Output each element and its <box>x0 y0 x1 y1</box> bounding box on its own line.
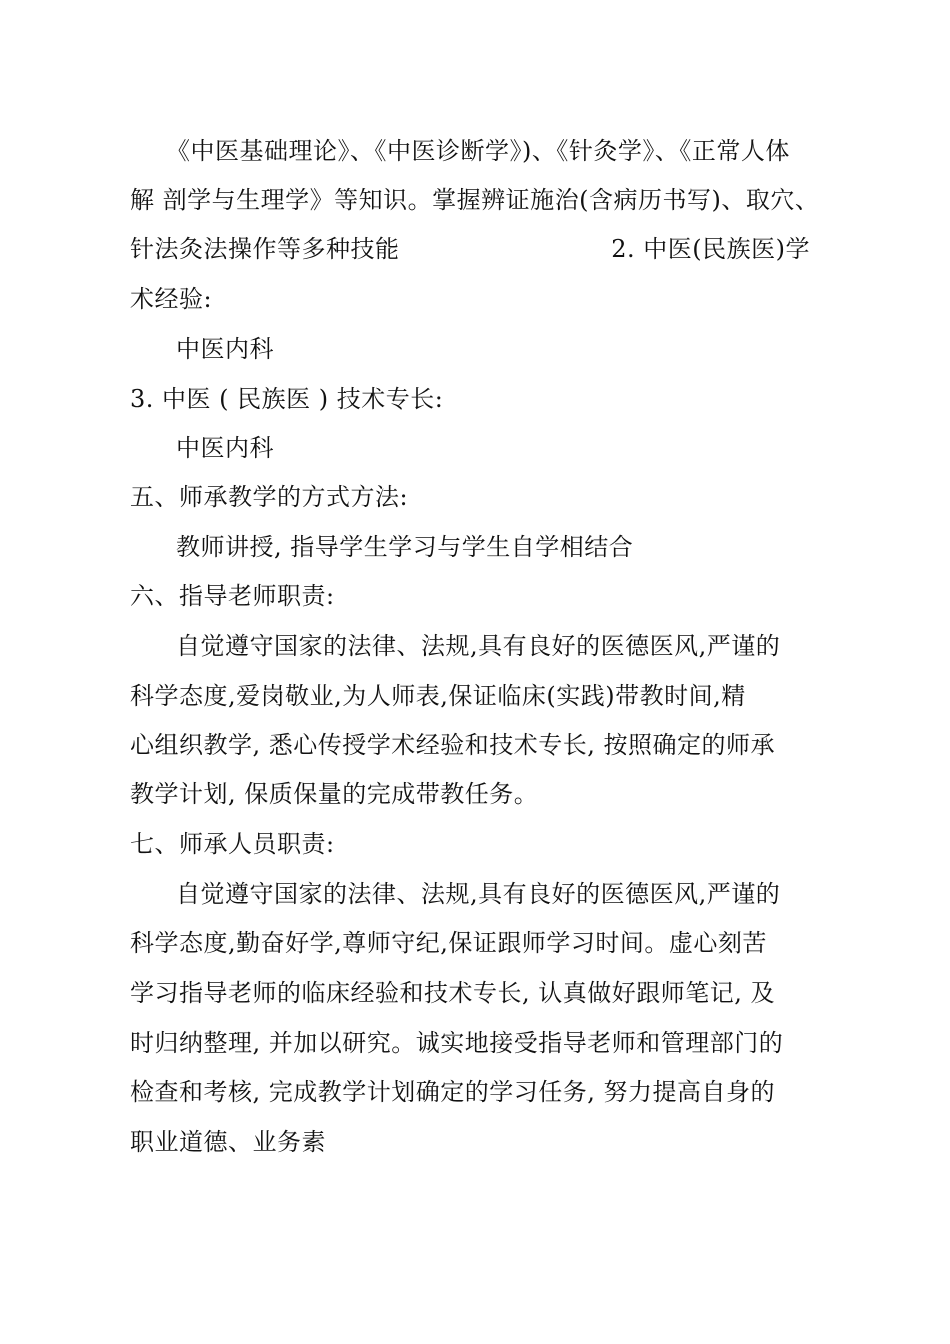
paragraph-line: 职业道德、业务素 <box>130 1128 326 1156</box>
section-heading-inline: 2. 中医(民族医)学 <box>611 235 810 263</box>
paragraph-line: 教学计划, 保质保量的完成带教任务。 <box>130 780 539 808</box>
paragraph-line: 科学态度,勤奋好学,尊师守纪,保证跟师学习时间。虚心刻苦 <box>130 929 767 957</box>
paragraph-line: 术经验: <box>130 285 213 313</box>
paragraph-line: 时归纳整理, 并加以研究。诚实地接受指导老师和管理部门的 <box>130 1029 784 1057</box>
paragraph-line: 心组织教学, 悉心传授学术经验和技术专长, 按照确定的师承 <box>130 731 776 759</box>
paragraph-line: 中医内科 <box>176 434 274 462</box>
section-heading: 3. 中医 ( 民族医 ) 技术专长: <box>130 385 444 413</box>
paragraph-line: 解 剖学与生理学》等知识。掌握辨证施治(含病历书写)、取穴、 <box>130 186 820 214</box>
paragraph-line-part: 针法灸法操作等多种技能 <box>130 235 400 263</box>
paragraph-line: 《中医基础理论》、《中医诊断学》)、《针灸学》、《正常人体 <box>166 137 790 165</box>
paragraph-line: 检查和考核, 完成教学计划确定的学习任务, 努力提高自身的 <box>130 1078 776 1106</box>
paragraph-line: 教师讲授, 指导学生学习与学生自学相结合 <box>176 533 634 561</box>
paragraph-line: 中医内科 <box>176 335 274 363</box>
paragraph-line: 科学态度,爱岗敬业,为人师表,保证临床(实践)带教时间,精 <box>130 682 746 710</box>
paragraph-line <box>130 234 810 264</box>
section-heading: 七、师承人员职责: <box>130 830 335 858</box>
paragraph-line: 自觉遵守国家的法律、法规,具有良好的医德医风,严谨的 <box>176 880 781 908</box>
paragraph-line: 学习指导老师的临床经验和技术专长, 认真做好跟师笔记, 及 <box>130 979 776 1007</box>
paragraph-line: 自觉遵守国家的法律、法规,具有良好的医德医风,严谨的 <box>176 632 781 660</box>
section-heading: 六、指导老师职责: <box>130 582 335 610</box>
section-heading: 五、师承教学的方式方法: <box>130 483 409 511</box>
